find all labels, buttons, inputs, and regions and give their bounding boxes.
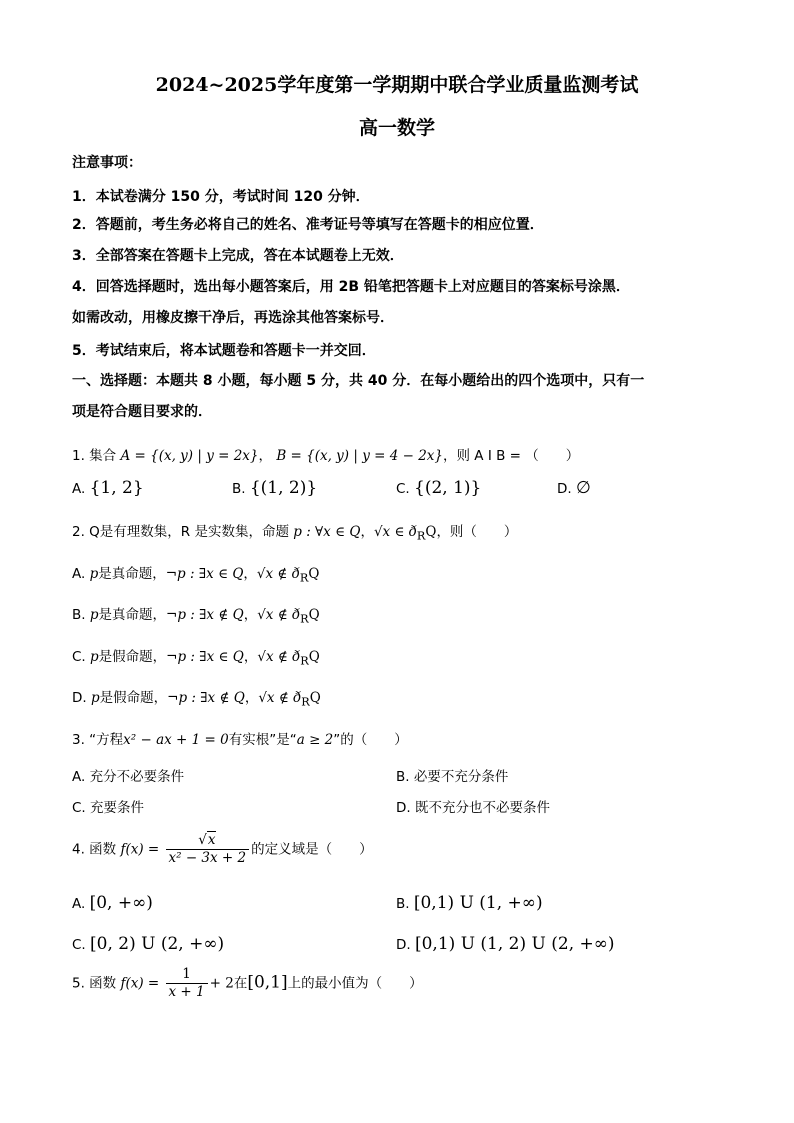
option-p: p <box>89 566 99 582</box>
option-comma: ， <box>244 690 259 706</box>
option-label: B. <box>396 769 410 785</box>
q2-option-c[interactable] <box>72 645 320 668</box>
option-text: 是假命题， <box>98 649 167 665</box>
option-sub: R <box>300 612 309 626</box>
option-p: p <box>90 690 100 706</box>
exam-subject: 高一数学 <box>358 117 435 139</box>
option-sub: R <box>300 654 309 668</box>
option-label: B. <box>232 481 246 497</box>
option-text: 是真命题， <box>98 607 167 623</box>
note-item: 1．本试卷满分 150 分，考试时间 120 分钟． <box>72 189 370 205</box>
option-label: D. <box>72 690 87 706</box>
option-label: C. <box>72 800 86 816</box>
option-label: D. <box>557 481 572 497</box>
question-1 <box>72 444 579 464</box>
q1-set-a: A = {(x, y) | y = 2x} <box>120 448 259 464</box>
option-sqrt: √x ∉ ð <box>257 607 301 623</box>
q5-stem: 5. 函数 <box>72 975 117 992</box>
q4-suffix: 的定义域是（ ） <box>251 841 373 858</box>
option-label: B. <box>72 607 86 623</box>
q4-option-b[interactable] <box>396 893 543 913</box>
question-4 <box>72 832 373 867</box>
option-label: A. <box>72 896 86 912</box>
q1-option-b[interactable] <box>232 478 317 498</box>
note-item: 5．考试结束后，将本试题卷和答题卡一并交回． <box>72 343 376 359</box>
q2-set-q: Q <box>425 524 437 540</box>
q4-option-d[interactable] <box>396 934 615 954</box>
option-text: [0,1) U (1, +∞) <box>413 893 543 913</box>
option-label: A. <box>72 481 86 497</box>
q2-suffix: ，则（ ） <box>436 524 518 540</box>
q1-option-d[interactable] <box>557 478 591 498</box>
q5-function: f(x) = <box>120 975 160 992</box>
q1-set-b: B = {(x, y) | y = 4 − 2x} <box>276 448 443 464</box>
option-sqrt: √x ∉ ð <box>258 690 302 706</box>
q5-interval: [0,1] <box>247 972 288 993</box>
q5-stem-mid: 在 <box>233 975 248 992</box>
option-text: {(1, 2)} <box>249 478 318 498</box>
q2-sub-r: R <box>416 529 426 543</box>
q1-comma: ， <box>258 448 273 464</box>
option-negation: ¬p : ∃x ∉ Q <box>167 690 245 706</box>
option-set: Q <box>308 649 320 665</box>
option-comma: ， <box>243 649 258 665</box>
option-label: D. <box>396 937 411 953</box>
option-text: ∅ <box>575 478 591 498</box>
q3-option-b[interactable] <box>396 765 508 785</box>
question-2 <box>72 520 517 543</box>
q4-function: f(x) = <box>120 841 160 858</box>
q1-option-c[interactable] <box>396 478 481 498</box>
q3-option-c[interactable] <box>72 796 144 816</box>
option-negation: ¬p : ∃x ∈ Q <box>165 566 244 582</box>
option-text: 是真命题， <box>98 566 166 582</box>
option-sqrt: √x ∉ ð <box>257 649 301 665</box>
section-heading: 一、选择题：本题共 8 小题，每小题 5 分，共 40 分．在每小题给出的四个选项中，只有一 <box>72 373 645 389</box>
option-p: p <box>89 607 99 623</box>
notes-heading: 注意事项： <box>72 155 142 171</box>
q3-suffix: ”的（ ） <box>333 732 408 748</box>
option-negation: ¬p : ∃x ∈ Q <box>166 649 244 665</box>
q5-fraction <box>166 966 208 1001</box>
option-text: 充要条件 <box>90 800 145 816</box>
option-negation: ¬p : ∃x ∉ Q <box>166 607 244 623</box>
option-label: C. <box>72 937 86 953</box>
q4-radicand: x <box>207 832 216 848</box>
q5-numerator: 1 <box>166 966 208 984</box>
q3-option-a[interactable] <box>72 765 184 785</box>
note-item: 2．答题前，考生务必将自己的姓名、准考证号等填写在答题卡的相应位置． <box>72 217 544 233</box>
q1-option-a[interactable] <box>72 478 144 498</box>
q2-sqrt-expr: √x ∈ ð <box>373 524 417 540</box>
q4-fraction <box>166 832 250 867</box>
note-item: 4．回答选择题时，选出每小题答案后，用 2B 铅笔把答题卡上对应题目的答案标号涂黑． <box>72 279 630 295</box>
option-p: p <box>90 649 99 665</box>
q3-option-d[interactable] <box>396 796 550 816</box>
option-text: 既不充分也不必要条件 <box>414 800 550 816</box>
option-label: A. <box>72 566 86 582</box>
q2-comma: ， <box>360 524 374 540</box>
q4-option-c[interactable] <box>72 934 224 954</box>
option-text: [0, 2) U (2, +∞) <box>90 934 225 954</box>
option-sqrt: √x ∉ ð <box>256 566 300 582</box>
q4-denominator: x² − 3x + 2 <box>168 850 247 866</box>
question-3 <box>72 728 408 748</box>
q2-option-b[interactable] <box>72 603 320 626</box>
option-text: [0, +∞) <box>89 893 153 913</box>
note-item: 如需改动，用橡皮擦干净后，再选涂其他答案标号． <box>72 310 394 326</box>
option-set: Q <box>309 690 321 706</box>
q3-stem: 3. “方程 <box>72 732 124 748</box>
section-heading-cont: 项是符合题目要求的． <box>72 404 212 420</box>
option-text: 充分不必要条件 <box>89 769 185 785</box>
q4-stem: 4. 函数 <box>72 841 117 858</box>
exam-title: 2024~2025学年度第一学期期中联合学业质量监测考试 <box>155 74 639 96</box>
option-label: D. <box>396 800 411 816</box>
option-label: A. <box>72 769 86 785</box>
option-comma: ， <box>243 607 258 623</box>
q4-numerator: √x <box>166 832 250 850</box>
q5-suffix: 上的最小值为（ ） <box>287 975 423 992</box>
option-sub: R <box>299 571 309 585</box>
q3-condition: a ≥ 2 <box>296 732 334 748</box>
q1-prefix: 1. 集合 <box>72 448 117 464</box>
option-text: 必要不充分条件 <box>413 769 509 785</box>
q4-option-a[interactable] <box>72 893 153 913</box>
q2-stem: 2. Q是有理数集，R 是实数集，命题 <box>72 524 289 540</box>
option-set: Q <box>308 607 320 623</box>
option-label: B. <box>396 896 410 912</box>
q3-equation: x² − ax + 1 = 0 <box>123 732 229 748</box>
q3-stem-mid: 有实根”是“ <box>228 732 297 748</box>
option-text: 是假命题， <box>99 690 168 706</box>
q5-plus: + 2 <box>209 975 234 992</box>
q2-option-a[interactable] <box>72 562 319 585</box>
option-text: {(2, 1)} <box>414 478 482 498</box>
question-5 <box>72 966 423 1001</box>
option-comma: ， <box>243 566 257 582</box>
q2-proposition: p : ∀x ∈ Q <box>293 524 361 540</box>
option-text: [0,1) U (1, 2) U (2, +∞) <box>414 934 615 954</box>
note-item: 3．全部答案在答题卡上完成，答在本试题卷上无效． <box>72 248 404 264</box>
q2-option-d[interactable] <box>72 686 321 709</box>
q5-denominator: x + 1 <box>168 984 205 1000</box>
q1-suffix: ，则 A I B = （ ） <box>443 448 580 464</box>
option-label: C. <box>396 481 410 497</box>
option-set: Q <box>308 566 320 582</box>
option-text: {1, 2} <box>89 478 144 498</box>
option-label: C. <box>72 649 86 665</box>
option-sub: R <box>301 695 310 709</box>
